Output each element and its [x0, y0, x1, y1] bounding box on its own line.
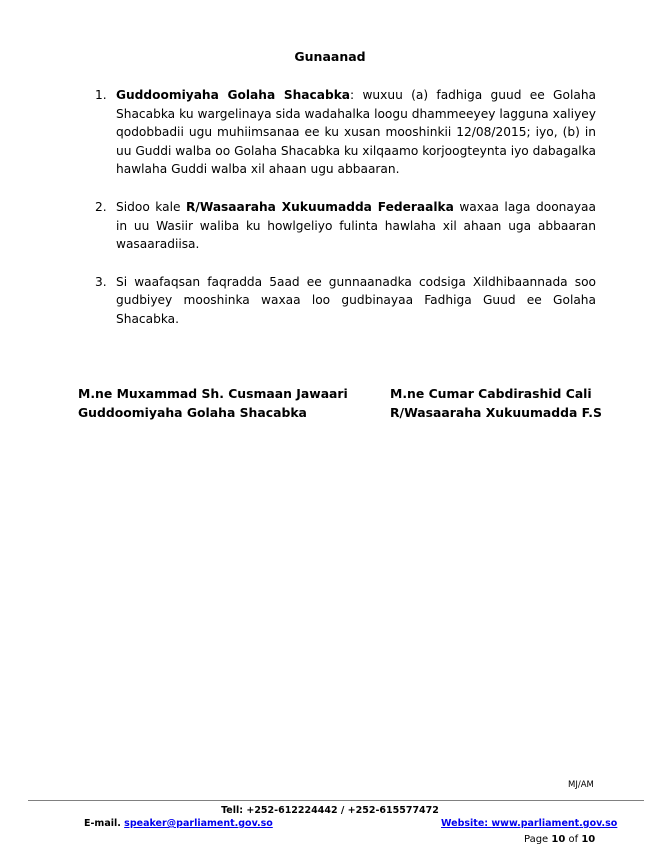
signatory-name: M.ne Cumar Cabdirashid Cali	[390, 386, 592, 401]
email-link[interactable]: speaker@parliament.gov.so	[124, 818, 273, 829]
item-text	[116, 198, 596, 254]
signature-block-speaker	[78, 384, 348, 422]
website-link[interactable]: www.parliament.gov.so	[491, 818, 618, 829]
list-item	[95, 273, 596, 329]
item-body-text: Sidoo kale	[116, 199, 186, 214]
item-bold-text: R/Wasaaraha Xukuumadda Federaalka	[185, 199, 454, 214]
reference-initials: MJ/AM	[568, 780, 594, 790]
footer-email	[84, 818, 273, 829]
footer-divider	[28, 800, 644, 801]
item-body-text: waxaa laga doonayaa in uu Wasiir waliba ku howlgeliyo fulinta hawlaha xil ahaan uga abbaaran wasaaradiisa.	[116, 199, 596, 252]
signatory-name: M.ne Muxammad Sh. Cusmaan Jawaari	[78, 386, 348, 401]
page-of: of	[565, 834, 582, 845]
signatory-title: Guddoomiyaha Golaha Shacabka	[78, 405, 307, 420]
list-item	[95, 86, 596, 179]
item-number: 2.	[95, 199, 107, 214]
page-number	[524, 834, 595, 845]
email-label: E-mail.	[84, 818, 125, 829]
item-number: 1.	[95, 88, 107, 102]
item-number: 3.	[95, 274, 107, 289]
footer-website	[441, 818, 617, 829]
item-body-text: : wuxuu (a) fadhiga guud ee Golaha Shacabka ku wargelinaya sida wadahalka loogu dhammeeyey lagguna xaliyey qodobbadii ugu muhiimsanaa ee ku xusan mooshinkii 12/08/2015; iyo, (b) in uu Guddi walba oo Golaha Shacabka ku xilqaamo korjoogteynta iyo dabagalka hawlaha Guddi walba xil ahaan ugu abbaaran.	[116, 88, 597, 177]
document-heading: Gunaanad	[294, 49, 366, 64]
page-current: 10	[551, 834, 566, 845]
resolution-list	[95, 86, 596, 348]
page-total: 10	[581, 834, 596, 845]
item-text	[116, 86, 596, 179]
item-body-text: Si waafaqsan faqradda 5aad ee gunnaanadka codsiga Xildhibaannada soo gudbiyey mooshinka waxaa loo gudbinayaa Fadhiga Guud ee Golaha Shacabka.	[116, 274, 596, 326]
item-text	[116, 273, 596, 329]
footer-phone: Tell: +252-612224442 / +252-615577472	[221, 805, 439, 816]
signatory-title: R/Wasaaraha Xukuumadda F.S	[390, 405, 602, 420]
item-bold-text: Guddoomiyaha Golaha Shacabka	[116, 88, 351, 102]
website-label[interactable]: Website:	[441, 818, 492, 829]
list-item	[95, 198, 596, 254]
signature-block-prime-minister	[390, 384, 602, 422]
page-label: Page	[524, 834, 552, 845]
